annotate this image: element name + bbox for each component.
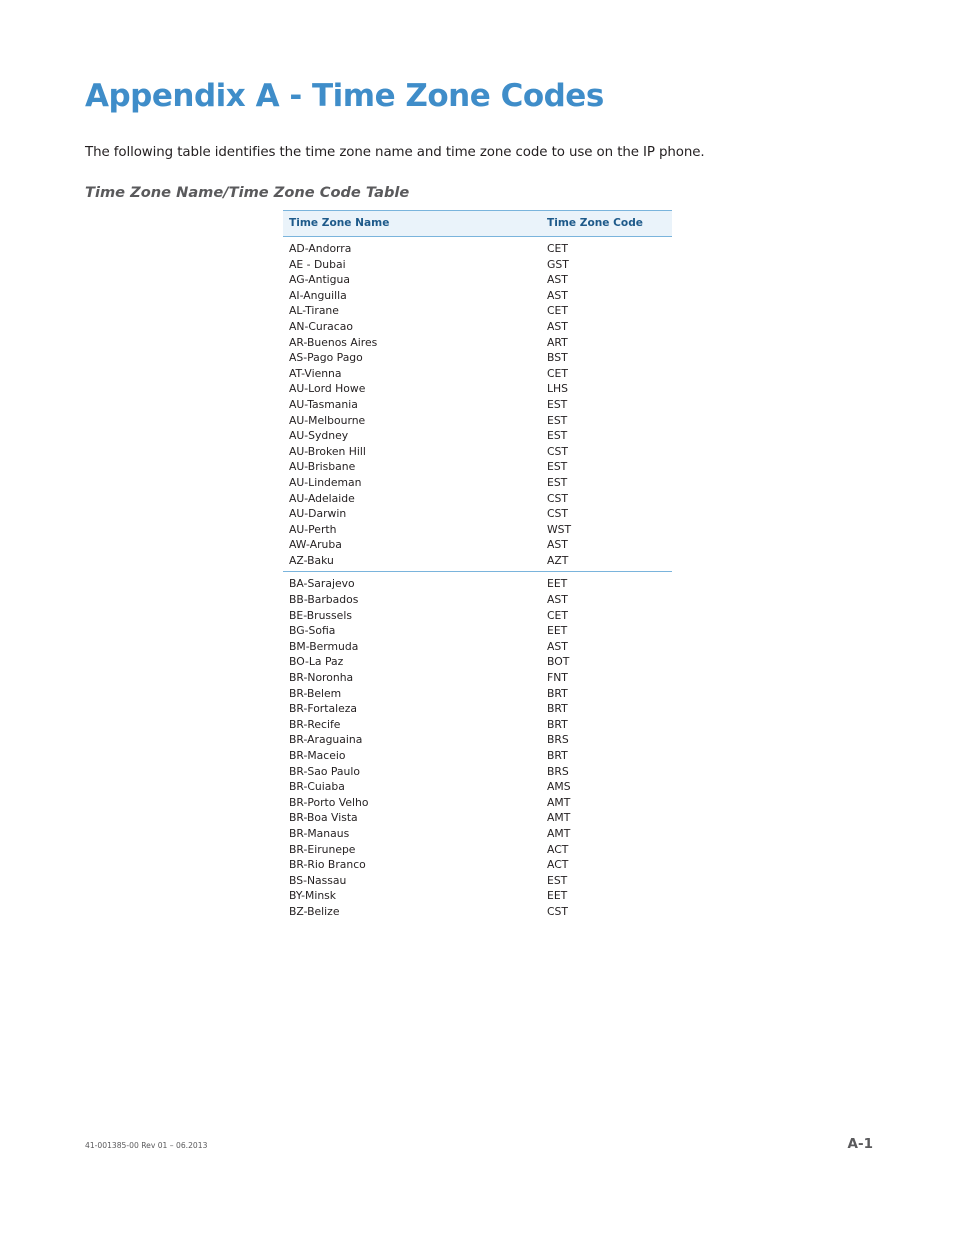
table-row [283,810,672,826]
time-zone-name-cell: AU-Lindeman [289,475,362,489]
time-zone-name-cell: BY-Minsk [289,889,337,903]
time-zone-name-cell: BO-La Paz [289,655,344,669]
time-zone-name-cell: BG-Sofia [289,624,336,638]
time-zone-code-cell: CST [547,491,568,505]
time-zone-code-cell: EST [547,873,568,887]
time-zone-name-cell: BR-Manaus [289,826,350,840]
time-zone-name-cell: BR-Cuiaba [289,780,345,794]
table-row [283,553,672,569]
time-zone-code-cell: BRT [547,686,568,700]
table-row [283,381,672,397]
time-zone-name-cell: BR-Noronha [289,671,354,685]
time-zone-code-cell: ART [547,335,568,349]
table-row [283,873,672,889]
time-zone-name-cell: AS-Pago Pago [289,351,363,365]
time-zone-name-cell: AI-Anguilla [289,288,347,302]
table-row [283,257,672,273]
time-zone-name-cell: AZ-Baku [289,553,334,567]
table-row [283,904,672,920]
table-row [283,522,672,538]
time-zone-name-cell: BE-Brussels [289,608,352,622]
table-group-b [283,571,672,919]
time-zone-code-cell: AST [547,538,568,552]
time-zone-code-cell: ACT [547,858,569,872]
time-zone-code-cell: CST [547,904,568,918]
table-row [283,241,672,257]
table-row [283,608,672,624]
table-row [283,537,672,553]
table-row [283,764,672,780]
time-zone-code-cell: AST [547,273,568,287]
time-zone-code-cell: AST [547,288,568,302]
time-zone-name-cell: BR-Maceio [289,749,346,762]
time-zone-name-cell: AU-Brisbane [289,460,356,474]
table-row [283,459,672,475]
table-row [283,319,672,335]
time-zone-name-cell: BR-Porto Velho [289,795,369,809]
time-zone-name-cell: BA-Sarajevo [289,577,355,591]
time-zone-name-cell: BR-Eirunepe [289,842,356,856]
time-zone-code-cell: AMT [547,826,571,840]
table-row [283,826,672,842]
time-zone-name-cell: BR-Belem [289,686,342,700]
time-zone-code-cell: EET [547,577,568,591]
table-row [283,592,672,608]
header-time-zone-name: Time Zone Name [289,217,390,229]
time-zone-code-cell: LHS [547,382,568,396]
table-row [283,444,672,460]
time-zone-name-cell: BR-Fortaleza [289,702,358,716]
table-row [283,639,672,655]
time-zone-code-cell: CET [547,608,568,622]
time-zone-code-cell: AST [547,639,568,653]
time-zone-code-cell: EST [547,413,568,427]
table-row [283,670,672,686]
time-zone-name-cell: AU-Melbourne [289,413,366,427]
footer-page-number: A-1 [847,1136,873,1152]
time-zone-name-cell: AR-Buenos Aires [289,335,378,349]
time-zone-code-cell: BRT [547,702,568,716]
time-zone-name-cell: BR-Araguaina [289,733,363,747]
time-zone-name-cell: AT-Vienna [289,366,342,380]
table-row [283,506,672,522]
table-row [283,686,672,702]
table-row [283,732,672,748]
table-row [283,576,672,592]
time-zone-name-cell: BZ-Belize [289,904,340,918]
table-row [283,397,672,413]
table-row [283,335,672,351]
time-zone-code-cell: AMT [547,795,571,809]
time-zone-code-cell: EET [547,624,568,638]
table-row [283,654,672,670]
time-zone-code-cell: BRS [547,733,569,747]
table-row [283,779,672,795]
time-zone-code-cell: AST [547,593,568,607]
time-zone-name-cell: BR-Rio Branco [289,858,366,872]
table-row [283,857,672,873]
time-zone-name-cell: BR-Sao Paulo [289,764,360,778]
header-time-zone-code: Time Zone Code [547,217,643,229]
time-zone-code-cell: EST [547,397,568,411]
table-row [283,842,672,858]
time-zone-code-cell: EST [547,475,568,489]
table-row [283,366,672,382]
time-zone-code-cell: GST [547,257,569,271]
time-zone-code-cell: BRT [547,749,568,762]
table-row [283,475,672,491]
time-zone-name-cell: BR-Recife [289,717,341,731]
table-row [283,428,672,444]
time-zone-code-cell: AMS [547,780,571,794]
table-row [283,701,672,717]
time-zone-name-cell: AE - Dubai [289,257,346,271]
time-zone-code-cell: AMT [547,811,571,825]
time-zone-code-cell: CET [547,366,568,380]
time-zone-code-cell: EST [547,460,568,474]
table-row [283,272,672,288]
time-zone-code-cell: EET [547,889,568,903]
table-row [283,623,672,639]
time-zone-name-cell: BB-Barbados [289,593,359,607]
table-heading: Time Zone Name/Time Zone Code Table [85,184,410,201]
time-zone-name-cell: BM-Bermuda [289,639,359,653]
table-row [283,888,672,904]
time-zone-code-cell: BST [547,351,568,365]
time-zone-code-cell: BRT [547,717,568,731]
time-zone-name-cell: AW-Aruba [289,538,342,552]
time-zone-name-cell: AU-Lord Howe [289,382,366,396]
table-row [283,795,672,811]
time-zone-name-cell: AU-Adelaide [289,491,355,505]
time-zone-code-cell: CST [547,444,568,458]
time-zone-name-cell: AU-Tasmania [289,397,358,411]
time-zone-name-cell: BS-Nassau [289,873,347,887]
time-zone-code-cell: AZT [547,553,569,567]
time-zone-code-cell: CST [547,507,568,521]
intro-paragraph: The following table identifies the time zone name and time zone code to use on the IP phone. [85,145,705,160]
time-zone-name-cell: AG-Antigua [289,273,350,287]
time-zone-name-cell: AU-Sydney [289,429,349,443]
time-zone-table [283,210,672,920]
page-title: Appendix A - Time Zone Codes [85,78,604,114]
time-zone-code-cell: FNT [547,671,568,685]
table-row [283,717,672,733]
table-group-a [283,237,672,568]
time-zone-code-cell: EST [547,429,568,443]
table-row [283,413,672,429]
time-zone-code-cell: AST [547,319,568,333]
table-row [283,491,672,507]
table-row [283,350,672,366]
time-zone-code-cell: BRS [547,764,569,778]
time-zone-code-cell: ACT [547,842,569,856]
time-zone-name-cell: AN-Curacao [289,319,353,333]
time-zone-name-cell: AL-Tirane [289,304,339,318]
time-zone-code-cell: BOT [547,655,570,669]
time-zone-code-cell: WST [547,522,572,536]
time-zone-code-cell: CET [547,242,568,255]
time-zone-code-cell: CET [547,304,568,318]
time-zone-name-cell: BR-Boa Vista [289,811,358,825]
time-zone-name-cell: AU-Darwin [289,507,347,521]
table-row [283,288,672,304]
time-zone-name-cell: AU-Perth [289,522,337,536]
table-row [283,748,672,764]
footer-doc-id: 41-001385-00 Rev 01 – 06.2013 [85,1141,208,1150]
time-zone-name-cell: AD-Andorra [289,242,352,255]
table-header-row [283,210,672,237]
table-row [283,303,672,319]
time-zone-name-cell: AU-Broken Hill [289,444,366,458]
